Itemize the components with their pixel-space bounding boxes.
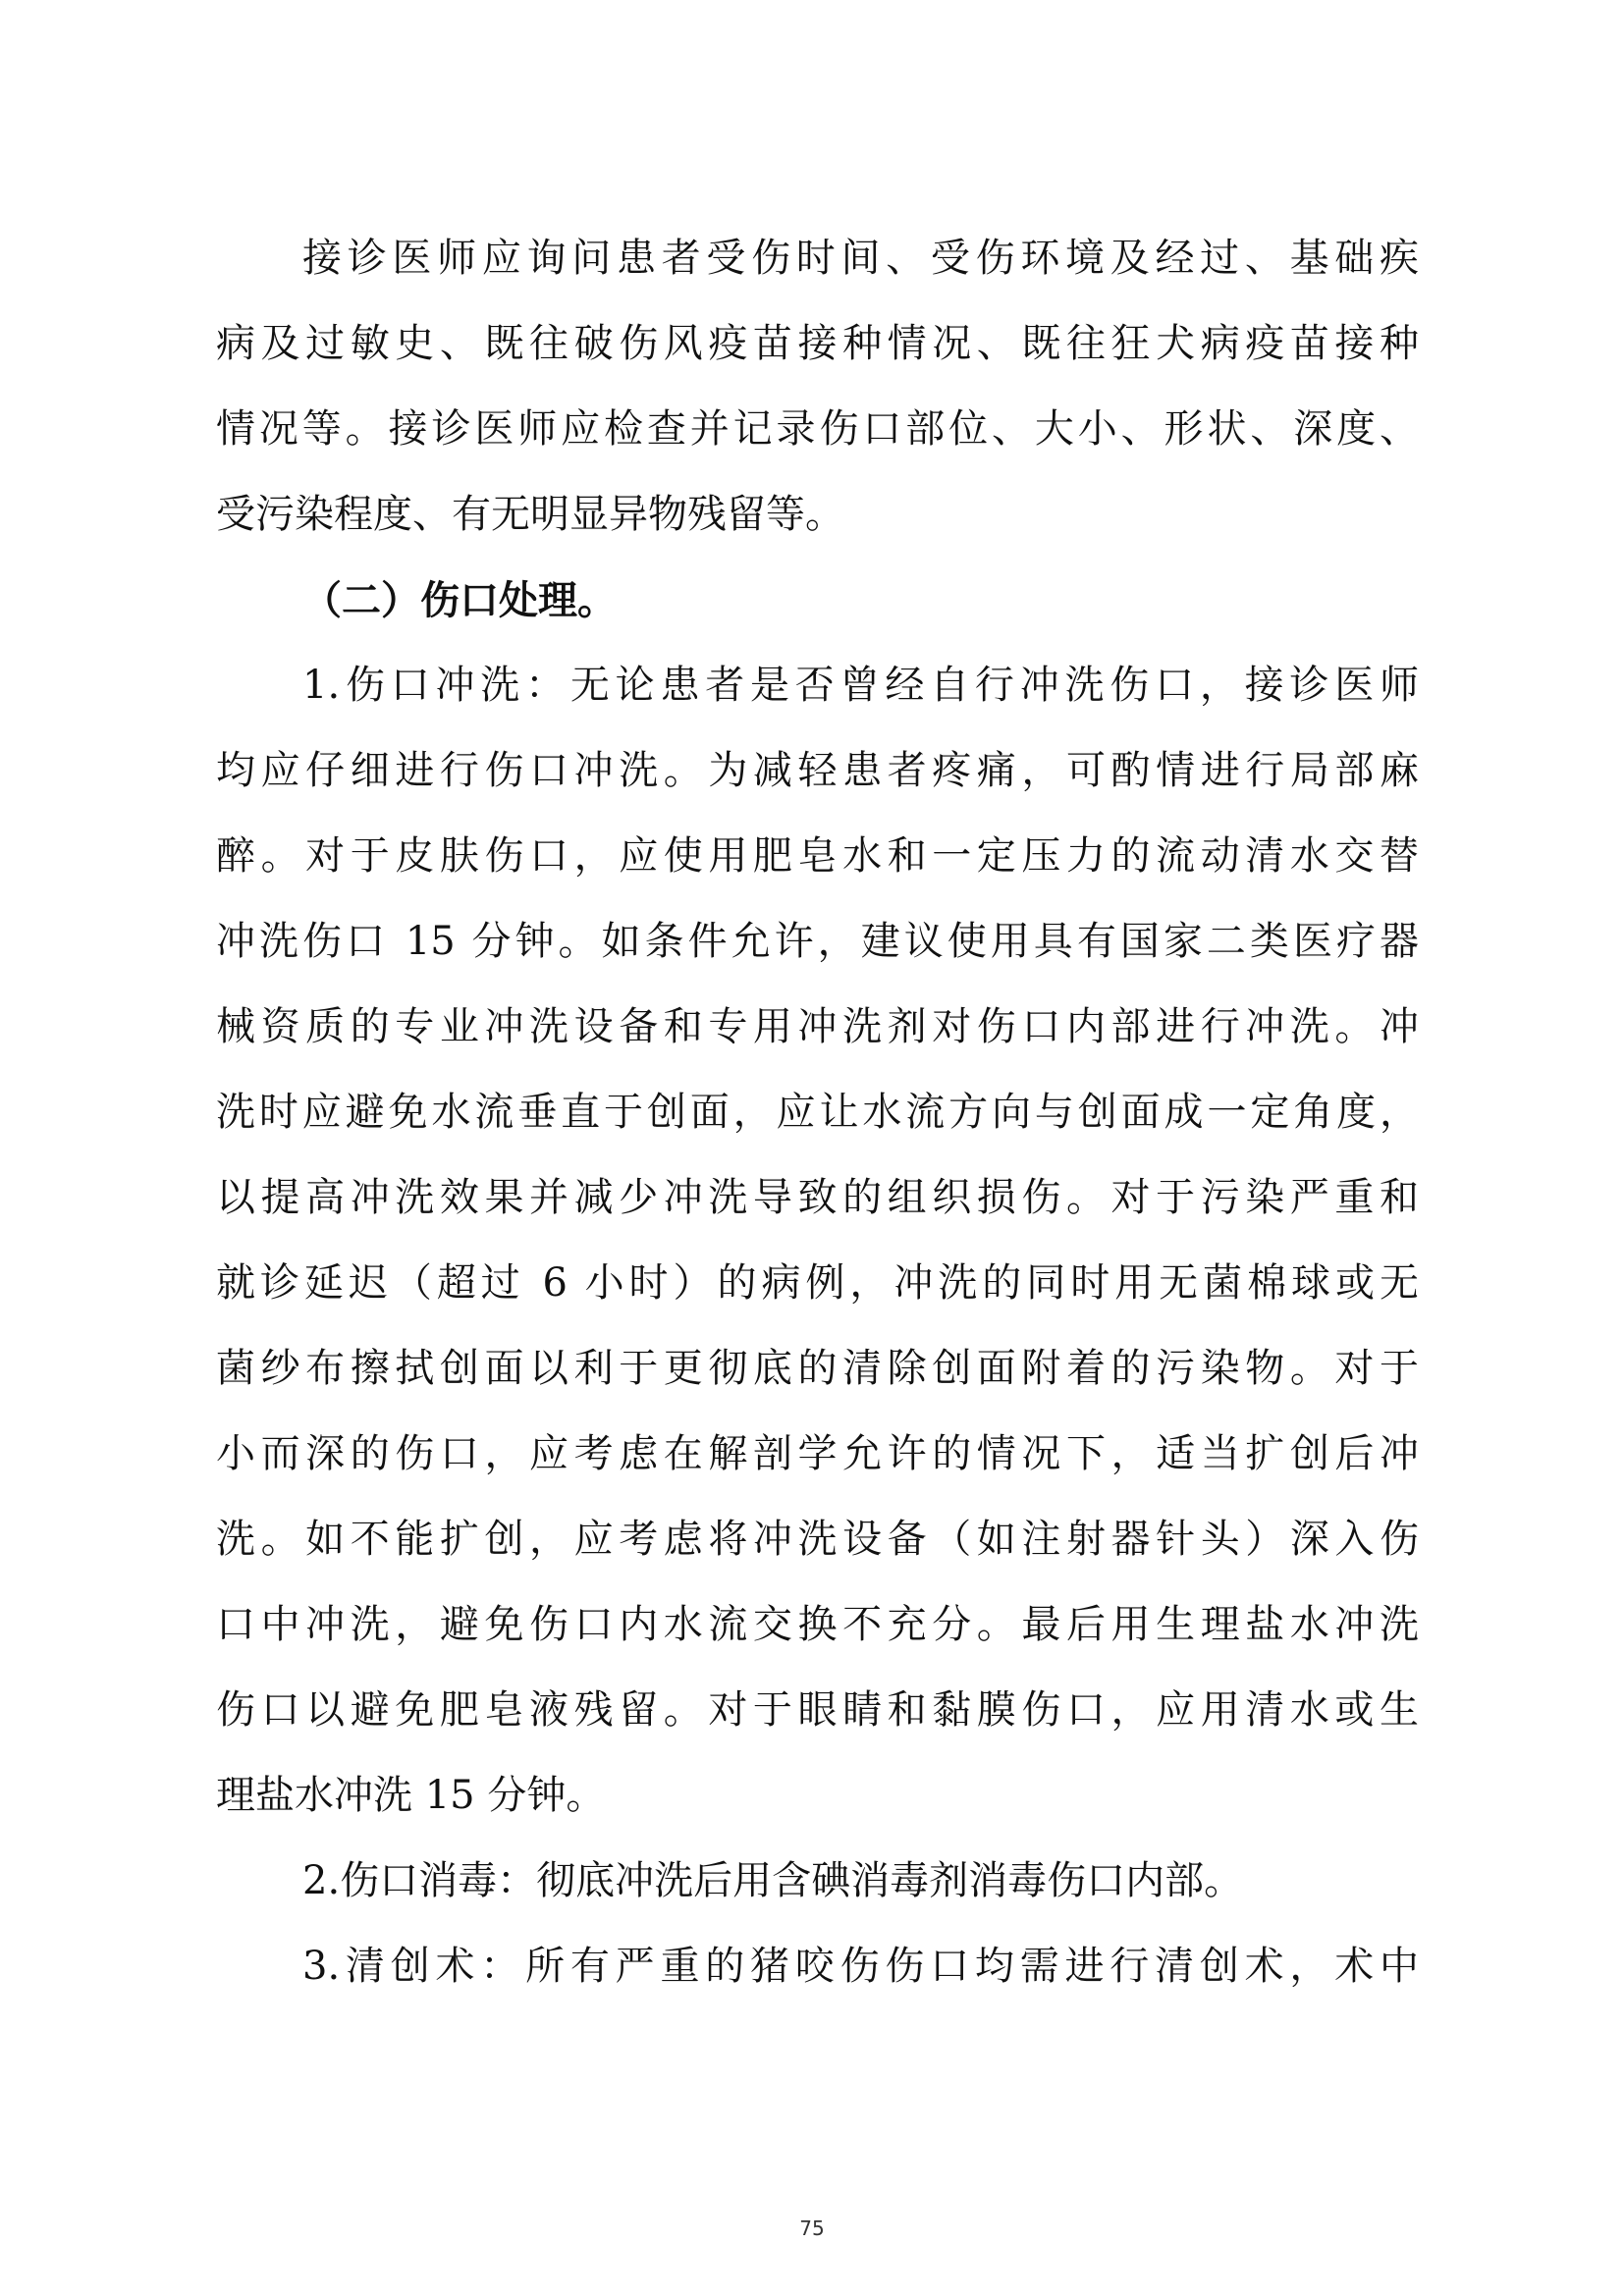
paragraph-line: 均应仔细进行伤口冲洗。为减轻患者疼痛，可酌情进行局部麻 <box>216 748 1419 793</box>
paragraph-line: 1.伤口冲洗：无论患者是否曾经自行冲洗伤口，接诊医师 <box>302 663 1419 708</box>
page-number: 75 <box>799 2216 825 2240</box>
paragraph-line: 受污染程度、有无明显异物残留等。 <box>216 492 844 537</box>
paragraph-line: 以提高冲洗效果并减少冲洗导致的组织损伤。对于污染严重和 <box>216 1175 1419 1220</box>
paragraph-line: 理盐水冲洗 15 分钟。 <box>216 1773 606 1818</box>
paragraph-line: 伤口以避免肥皂液残留。对于眼睛和黏膜伤口，应用清水或生 <box>216 1687 1419 1733</box>
paragraph-line: 就诊延迟（超过 6 小时）的病例，冲洗的同时用无菌棉球或无 <box>216 1260 1419 1306</box>
paragraph-line: 洗时应避免水流垂直于创面，应让水流方向与创面成一定角度， <box>216 1090 1419 1135</box>
paragraph-line: 械资质的专业冲洗设备和专用冲洗剂对伤口内部进行冲洗。冲 <box>216 1004 1419 1049</box>
paragraph-line: 口中冲洗，避免伤口内水流交换不充分。最后用生理盐水冲洗 <box>216 1602 1419 1647</box>
paragraph-line: 洗。如不能扩创，应考虑将冲洗设备（如注射器针头）深入伤 <box>216 1517 1419 1562</box>
paragraph-line: 情况等。接诊医师应检查并记录伤口部位、大小、形状、深度、 <box>216 406 1419 452</box>
paragraph-line: 醉。对于皮肤伤口，应使用肥皂水和一定压力的流动清水交替 <box>216 833 1419 879</box>
section-heading: （二）伤口处理。 <box>302 577 617 623</box>
paragraph-line: 病及过敏史、既往破伤风疫苗接种情况、既往狂犬病疫苗接种 <box>216 321 1419 366</box>
paragraph-line: 冲洗伤口 15 分钟。如条件允许，建议使用具有国家二类医疗器 <box>216 919 1419 964</box>
paragraph-line: 3.清创术：所有严重的猪咬伤伤口均需进行清创术，术中 <box>302 1944 1419 1989</box>
paragraph-line: 接诊医师应询问患者受伤时间、受伤环境及经过、基础疾 <box>302 236 1419 281</box>
paragraph-line: 小而深的伤口，应考虑在解剖学允许的情况下，适当扩创后冲 <box>216 1431 1419 1476</box>
paragraph-line: 2.伤口消毒：彻底冲洗后用含碘消毒剂消毒伤口内部。 <box>302 1858 1244 1903</box>
body-text <box>216 216 1419 2009</box>
paragraph-line: 菌纱布擦拭创面以利于更彻底的清除创面附着的污染物。对于 <box>216 1346 1419 1391</box>
